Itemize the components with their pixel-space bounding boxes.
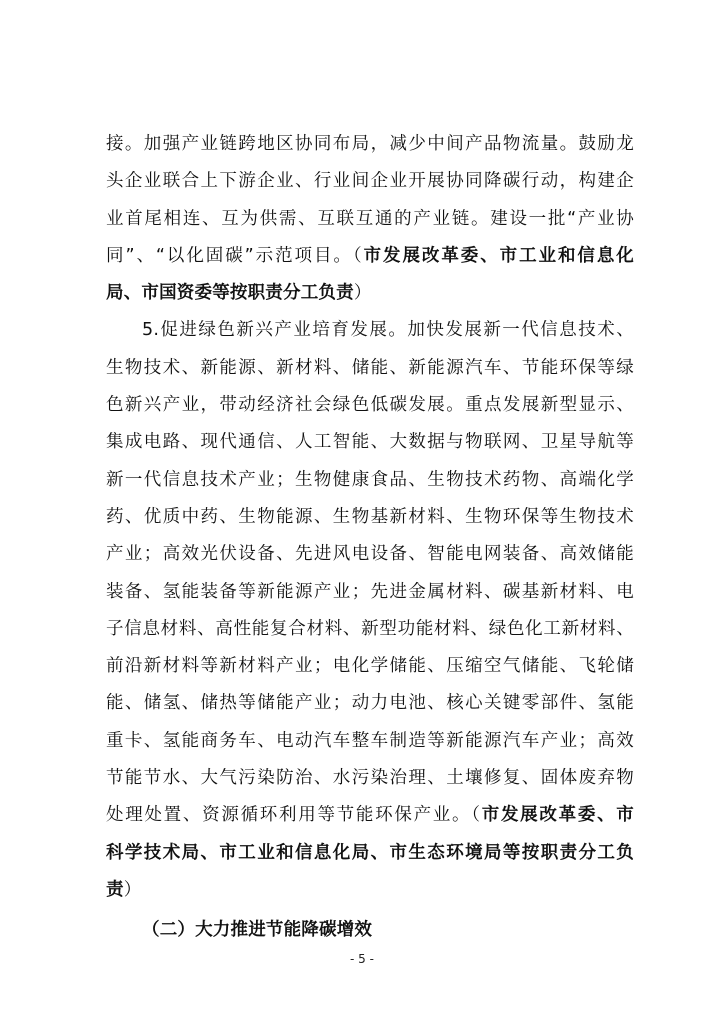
- text-line: 处理处置、资源循环利用等节能环保产业。（市发展改革委、市: [106, 805, 634, 826]
- text-line: 同”、“以化固碳”示范项目。（市发展改革委、市工业和信息化: [106, 245, 634, 266]
- text-line: 装备、氢能装备等新能源产业；先进金属材料、碳基新材料、电: [106, 581, 634, 602]
- text-line: 能、储氢、储热等储能产业；动力电池、核心关键零部件、氢能: [106, 693, 634, 714]
- text-line: 集成电路、现代通信、人工智能、大数据与物联网、卫星导航等: [106, 432, 634, 453]
- responsibility-text: 责: [106, 879, 124, 900]
- responsibility-text: 局、市国资委等按职责分工负责: [106, 283, 354, 304]
- text-line: 头企业联合上下游企业、行业间企业开展协同降碳行动，构建企: [106, 171, 634, 192]
- text-line: 接。加强产业链跨地区协同布局，减少中间产品物流量。鼓励龙: [106, 134, 634, 154]
- text-line: 子信息材料、高性能复合材料、新型功能材料、绿色化工新材料、: [106, 618, 634, 639]
- text-line: 产业；高效光伏设备、先进风电设备、智能电网装备、高效储能: [106, 544, 634, 565]
- section-heading: （二）大力推进节能降碳增效: [142, 920, 373, 941]
- page-number: - 5 -: [350, 952, 374, 966]
- text-line: 责）: [106, 879, 142, 900]
- responsibility-text: 市发展改革委、市: [481, 805, 634, 826]
- text-line: 业首尾相连、互为供需、互联互通的产业链。建设一批“产业协: [106, 208, 634, 229]
- text-line: 生物技术、新能源、新材料、储能、新能源汽车、节能环保等绿: [106, 357, 634, 378]
- text-line: 药、优质中药、生物能源、生物基新材料、生物环保等生物技术: [106, 506, 634, 527]
- body-text: [106, 126, 634, 950]
- text-line: 新一代信息技术产业；生物健康食品、生物技术药物、高端化学: [106, 469, 634, 490]
- text-line: [106, 835, 634, 872]
- responsibility-text: 科学技术局、市工业和信息化局、市生态环境局等按职责分工负: [106, 842, 634, 863]
- text-line: 节能节水、大气污染防治、水污染治理、土壤修复、固体废弃物: [106, 768, 634, 789]
- text-line: 重卡、氢能商务车、电动汽车整车制造等新能源汽车产业；高效: [106, 730, 634, 751]
- text-line: 色新兴产业，带动经济社会绿色低碳发展。重点发展新型显示、: [106, 395, 634, 416]
- responsibility-text: 市发展改革委、市工业和信息化: [363, 245, 634, 266]
- text-line: 前沿新材料等新材料产业；电化学储能、压缩空气储能、飞轮储: [106, 656, 634, 677]
- paragraph-start-line: 5.促进绿色新兴产业培育发展。加快发展新一代信息技术、: [142, 320, 634, 341]
- text-line: 局、市国资委等按职责分工负责）: [106, 283, 372, 304]
